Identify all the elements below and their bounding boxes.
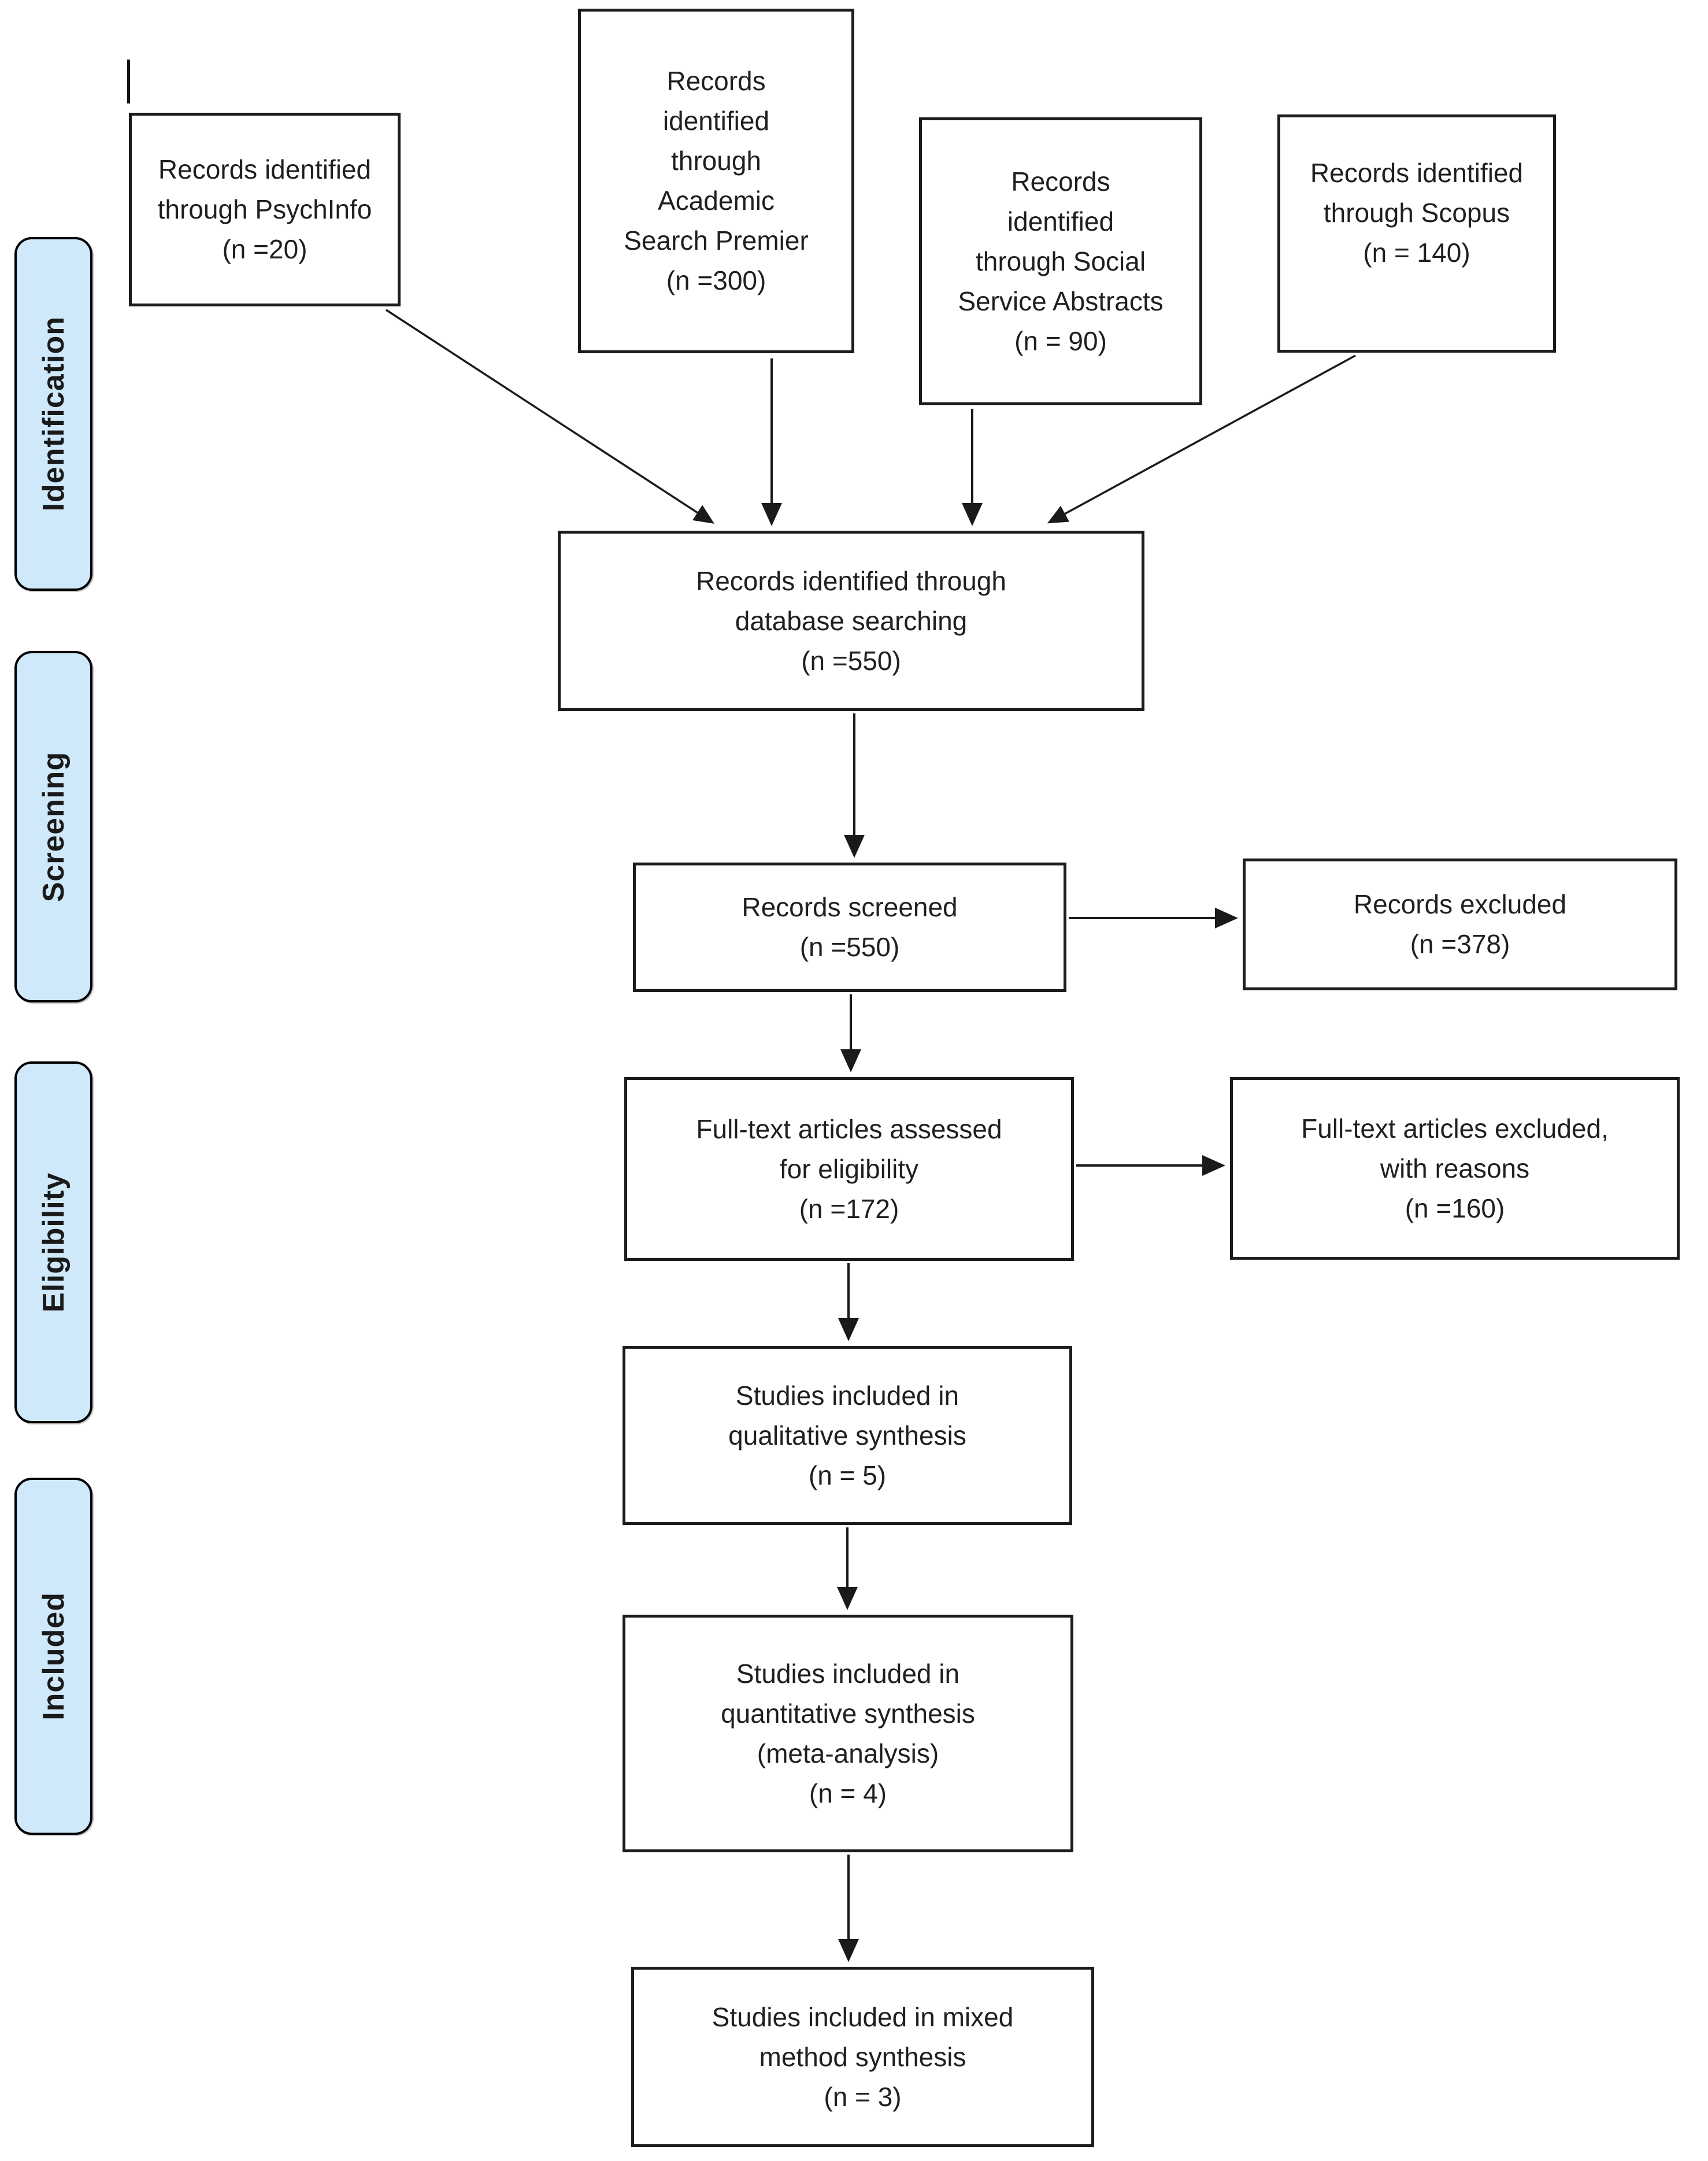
box-fulltext-assessed (624, 1077, 1074, 1261)
stage-label-screening-text: Screening (36, 751, 71, 902)
box-text-line: (n =172) (799, 1193, 899, 1224)
box-text-line: (n =160) (1405, 1193, 1505, 1223)
box-text-line: identified (1007, 206, 1114, 236)
box-records-academic-search-premier (578, 9, 854, 353)
box-text-line: method synthesis (759, 2041, 966, 2072)
box-text-line: (n = 140) (1363, 238, 1470, 268)
box-text-line: Records identified (1310, 158, 1524, 188)
box-records-social-service-abstracts (919, 117, 1202, 405)
box-records-database-searching (558, 531, 1144, 711)
box-text-line: identified (662, 106, 770, 136)
box-text-line: with reasons (1380, 1153, 1530, 1183)
stage-label-included (14, 1478, 92, 1835)
box-records-psychinfo (129, 113, 401, 306)
box-text-line: for eligibility (779, 1153, 919, 1184)
box-text-line: (n = 3) (824, 2081, 902, 2112)
box-text-line: Records identified through (696, 565, 1006, 596)
box-mixed-method-synthesis (631, 1967, 1094, 2147)
box-text-line: Full-text articles assessed (696, 1113, 1002, 1144)
box-text-line: Records (1011, 166, 1110, 197)
box-text-line: Full-text articles excluded, (1301, 1113, 1609, 1144)
box-text-line: (meta-analysis) (757, 1738, 939, 1768)
box-text-line: Search Premier (624, 225, 809, 256)
stage-label-eligibility-text: Eligibility (36, 1172, 71, 1313)
box-text-line: through Social (975, 246, 1146, 276)
box-text-line: qualitative synthesis (728, 1420, 966, 1450)
box-text-line: Records (666, 66, 766, 96)
box-text-line: Service Abstracts (958, 286, 1164, 316)
box-text-line: Records excluded (1353, 889, 1567, 919)
box-records-scopus (1277, 114, 1556, 353)
stage-label-screening (14, 651, 92, 1002)
box-text-line: Records screened (742, 892, 958, 922)
box-records-excluded (1243, 859, 1677, 990)
box-text-line: (n = 4) (809, 1778, 887, 1808)
text-cursor-artifact (127, 60, 130, 103)
box-text-line: Studies included in (736, 1658, 960, 1689)
box-text-line: Records identified (158, 154, 372, 184)
box-text-line: database searching (735, 605, 968, 636)
box-text-line: Studies included in mixed (712, 2001, 1014, 2032)
stage-label-identification (14, 237, 92, 591)
box-quantitative-synthesis (623, 1615, 1073, 1852)
box-text-line: quantitative synthesis (721, 1698, 975, 1729)
box-text-line: (n =550) (801, 645, 901, 676)
box-text-line: Studies included in (735, 1380, 959, 1411)
box-text-line: through (670, 146, 761, 176)
box-text-line: (n =550) (799, 932, 900, 962)
box-qualitative-synthesis (623, 1346, 1072, 1525)
box-text-line: (n =20) (222, 234, 307, 264)
box-records-screened (633, 863, 1066, 992)
box-text-line: through PsychInfo (157, 194, 372, 224)
box-text-line: (n =300) (666, 265, 766, 295)
box-text-line: Academic (658, 186, 775, 216)
box-text-line: (n =378) (1410, 929, 1510, 959)
box-text-line: (n = 90) (1014, 325, 1107, 356)
box-fulltext-excluded (1230, 1077, 1680, 1260)
stage-label-eligibility (14, 1061, 92, 1423)
box-text-line: through Scopus (1323, 198, 1510, 228)
stage-label-identification-text: Identification (36, 316, 71, 512)
box-text-line: (n = 5) (808, 1460, 887, 1490)
stage-label-included-text: Included (36, 1592, 71, 1720)
